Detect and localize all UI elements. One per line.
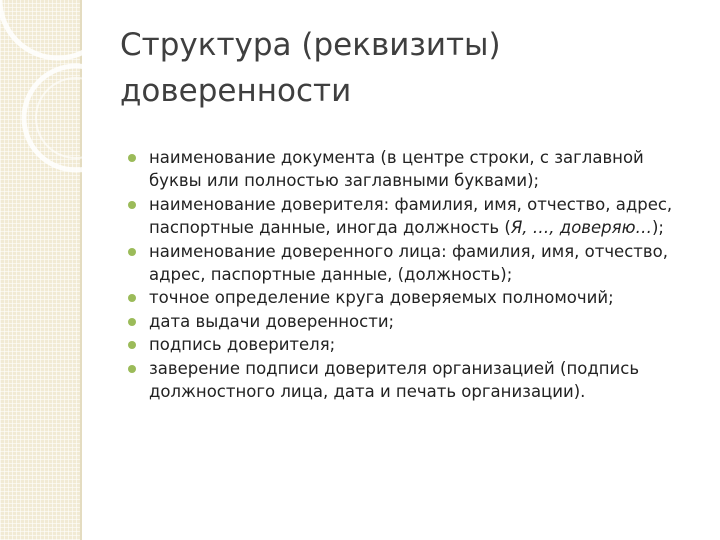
bullet-dot-icon — [128, 341, 136, 349]
list-item — [128, 286, 694, 309]
list-item-emphasis: Я, …, доверяю… — [510, 218, 652, 238]
list-item — [128, 310, 694, 333]
list-item — [128, 193, 694, 240]
decorative-rings-icon — [0, 0, 130, 200]
bullet-dot-icon — [128, 154, 136, 162]
list-item — [128, 357, 694, 404]
list-item — [128, 146, 694, 193]
bullet-dot-icon — [128, 201, 136, 209]
bullet-dot-icon — [128, 248, 136, 256]
list-item-text: наименование доверителя: фамилия, имя, отчество, адрес, паспортные данные, иногда должность ( — [149, 194, 673, 238]
bullet-dot-icon — [128, 318, 136, 326]
bullet-list — [128, 146, 694, 403]
list-item-text: подпись доверителя; — [149, 335, 336, 355]
bullet-dot-icon — [128, 365, 136, 373]
list-item-text: наименование доверенного лица: фамилия, имя, отчество, адрес, паспортные данные, (должность); — [149, 241, 668, 285]
list-item — [128, 240, 694, 287]
list-item-tail: ); — [651, 218, 664, 238]
list-item — [128, 333, 694, 356]
slide-title: Структура (реквизиты) доверенности — [120, 27, 501, 109]
list-item-text: наименование документа (в центре строки, с заглавной буквы или полностью заглавными буквами); — [149, 148, 644, 191]
list-item-text: дата выдачи доверенности; — [149, 311, 395, 331]
list-item-text: заверение подписи доверителя организацией (подпись должностного лица, дата и печать организации). — [149, 358, 640, 402]
bullet-dot-icon — [128, 294, 136, 302]
list-item-text: точное определение круга доверяемых полномочий; — [149, 288, 614, 308]
